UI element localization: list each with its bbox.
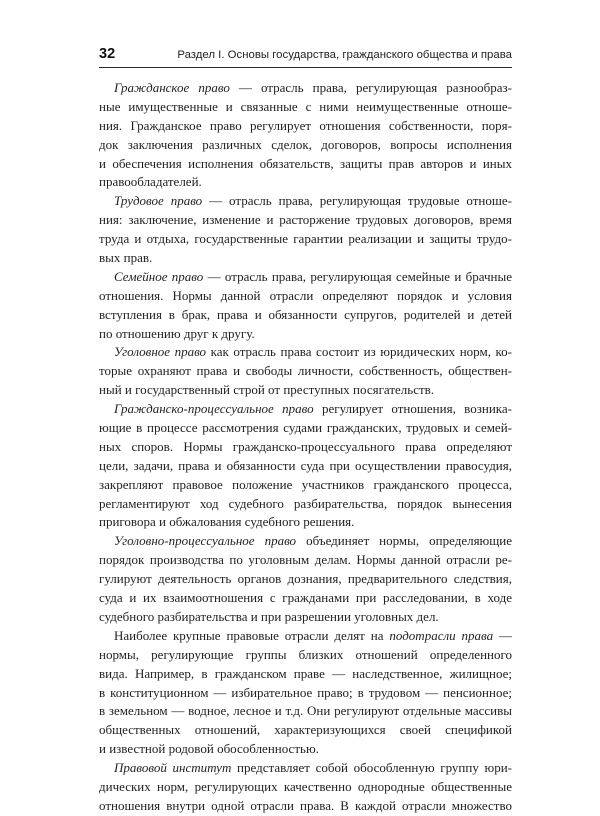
text-run: ный и государственный строй от преступных посягательств. <box>99 382 435 398</box>
text-run: в конституционном — избирательное право; в трудовом — пенсионное; <box>99 684 512 700</box>
paragraph-civil-law <box>99 79 512 192</box>
text-line <box>99 306 512 325</box>
text-run: представляет собой обособленную группу юри- <box>231 760 512 776</box>
text-run: ния: заключение, изменение и расторжение трудовых договоров, время <box>99 212 512 228</box>
text-line <box>99 268 512 287</box>
page-number: 32 <box>99 46 116 62</box>
text-run: общественных отношений, характеризующихся своей спецификой <box>99 722 512 738</box>
text-run: регламентируют ход судебного разбирательства, порядок вынесения <box>99 495 512 511</box>
text-line <box>99 98 512 117</box>
text-run: как отрасль права состоит из юридических норм, ко- <box>206 344 512 360</box>
text-run: ющие в процессе рассмотрения судами гражданских, трудовых и семей- <box>99 420 512 436</box>
text-line <box>99 155 512 174</box>
paragraph-legal-institution <box>99 759 512 816</box>
text-run: труда и отдыха, государственные гарантии реализации и защиты трудо- <box>99 231 512 247</box>
text-line <box>99 665 512 684</box>
text-run: — <box>493 627 512 643</box>
text-line <box>99 476 512 495</box>
text-run: торые охраняют права и свободы личности, собственность, обществен- <box>99 363 512 379</box>
text-run: ния. Гражданское право регулирует отношения собственности, поря- <box>99 117 512 133</box>
text-line <box>99 192 512 211</box>
page-header <box>99 43 512 68</box>
text-line <box>99 136 512 155</box>
running-head: Раздел I. Основы государства, гражданского общества и права <box>177 49 512 61</box>
paragraph-civil-procedure-law <box>99 400 512 532</box>
text-run: по отношению друг к другу. <box>99 325 255 341</box>
text-line <box>99 325 512 344</box>
text-line <box>99 702 512 721</box>
text-line <box>99 438 512 457</box>
text-run: дических норм, регулирующих качественно однородные общественные <box>99 778 512 794</box>
text-run: отношения. Нормы данной отрасли определяют порядок и условия <box>99 287 512 303</box>
text-run: — отрасль права, регулирующая семейные и брачные <box>203 268 512 284</box>
term-italic: Правовой институт <box>114 760 232 776</box>
term-italic: подотрасли права <box>389 627 494 643</box>
text-run: в земельном — водное, лесное и т.д. Они регулируют отдельные массивы <box>99 703 512 719</box>
text-run: судебного разбирательства и при разрешении уголовных дел. <box>99 608 439 624</box>
text-line <box>99 457 512 476</box>
term-italic: Уголовно-процессуальное право <box>114 533 297 549</box>
text-run: ные имущественные и связанные с ними неимущественные отноше- <box>99 98 512 114</box>
text-line <box>99 532 512 551</box>
text-line <box>99 211 512 230</box>
text-line <box>99 362 512 381</box>
text-run: вых прав. <box>99 250 153 266</box>
text-line <box>99 608 512 627</box>
paragraph-family-law <box>99 268 512 344</box>
term-italic: Уголовное право <box>114 344 207 360</box>
text-run: правообладателей. <box>99 174 202 190</box>
text-run: регулирует отношения, возника- <box>313 401 512 417</box>
text-line <box>99 721 512 740</box>
text-line <box>99 249 512 268</box>
text-line <box>99 797 512 816</box>
text-line <box>99 627 512 646</box>
text-line <box>99 589 512 608</box>
text-run: док заключения различных сделок, договоров, вопросы исполнения <box>99 136 512 152</box>
term-italic: Гражданско-процессуальное право <box>114 401 314 417</box>
paragraph-criminal-law <box>99 343 512 400</box>
text-run: объединяет нормы, определяющие <box>296 533 512 549</box>
text-run: цели, задачи, права и обязанности суда при осуществлении правосудия, <box>99 457 512 473</box>
text-run: отношения внутри одной отрасли права. В каждой отрасли множество <box>99 797 512 813</box>
text-run: и обеспечения исполнения обязательств, защиты прав авторов и иных <box>99 155 512 171</box>
text-run: закрепляют правовое положение участников гражданского процесса, <box>99 476 512 492</box>
text-run: — отрасль права, регулирующая разнообраз- <box>229 80 512 95</box>
text-line <box>99 759 512 778</box>
paragraph-sub-branches <box>99 627 512 759</box>
text-line <box>99 230 512 249</box>
text-line <box>99 79 512 98</box>
text-run: вида. Например, в гражданском праве — наследственное, жилищное; <box>99 665 512 681</box>
paragraph-labour-law <box>99 192 512 268</box>
text-line <box>99 513 512 532</box>
text-run: порядок производства по уголовным делам. Нормы данной отрасли ре- <box>99 552 512 568</box>
text-run: гулируют деятельность органов дознания, предварительного следствия, <box>99 571 512 587</box>
text-line <box>99 400 512 419</box>
paragraph-criminal-procedure-law <box>99 532 512 626</box>
text-line <box>99 778 512 797</box>
term-italic: Семейное право <box>114 268 204 284</box>
text-run: приговора и обжалования судебного решения. <box>99 514 355 530</box>
text-line <box>99 381 512 400</box>
term-italic: Гражданское право <box>114 80 230 95</box>
text-line <box>99 173 512 192</box>
text-line <box>99 343 512 362</box>
body-text <box>99 79 512 816</box>
text-line <box>99 495 512 514</box>
text-line <box>99 646 512 665</box>
text-line <box>99 684 512 703</box>
text-run: и известной родовой обособленностью. <box>99 741 319 757</box>
text-run: ных споров. Нормы гражданско-процессуального права определяют <box>99 438 512 454</box>
text-line <box>99 551 512 570</box>
text-line <box>99 419 512 438</box>
text-line <box>99 570 512 589</box>
term-italic: Трудовое право <box>114 193 203 209</box>
text-run: Наиболее крупные правовые отрасли делят на <box>114 627 390 643</box>
text-run: — отрасль права, регулирующая трудовые отноше- <box>202 193 512 209</box>
text-run: нормы, регулирующие группы близких отношений определенного <box>99 646 512 662</box>
text-line <box>99 287 512 306</box>
text-line <box>99 117 512 136</box>
text-run: вступления в брак, права и обязанности супругов, родителей и детей <box>99 306 512 322</box>
text-run: суда и их взаимоотношения с гражданами при расследовании, в ходе <box>99 590 512 606</box>
